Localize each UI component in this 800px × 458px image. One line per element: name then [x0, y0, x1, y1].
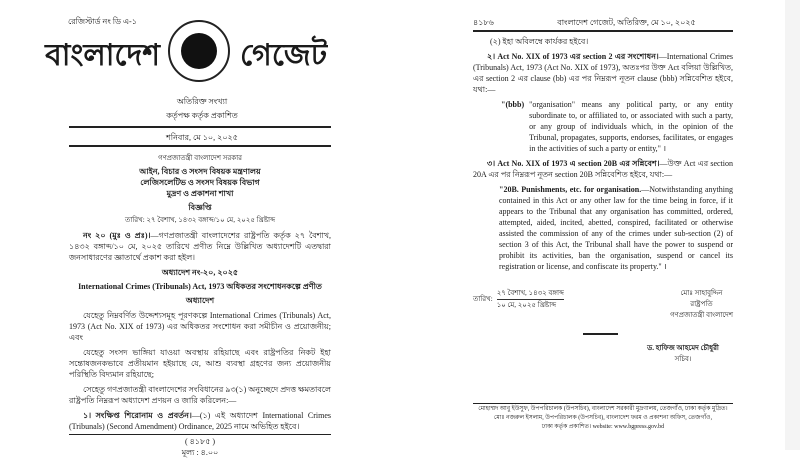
footer-website: ঢাকা কর্তৃক প্রকাশিত। website: www.bgpress.gov.bd	[541, 424, 665, 430]
published-by: কর্তৃপক্ষ কর্তৃক প্রকাশিত	[166, 111, 238, 120]
section-1-2: (২) ইহা অবিলম্বে কার্যকর হইবে।	[490, 37, 589, 46]
divider	[473, 30, 733, 32]
background-margin	[785, 0, 800, 450]
footer-publisher: মোঃ নজরুল ইসলাম, উপপরিচালক (উপসচিব), বাংলাদেশ ফরম ও প্রকাশনা অফিস, তেজগাঁও,	[493, 415, 713, 421]
government-seal	[168, 20, 230, 82]
president-name: মোঃ সাহাবুদ্দিন	[680, 289, 723, 297]
preamble-3: সেহেতু গণপ্রজাতন্ত্রী বাংলাদেশের সংবিধানের ৯৩(১) অনুচ্ছেদে প্রদত্ত ক্ষমতাবলে রাষ্ট্রপতি নিম্নরূপ অধ্যাদেশ প্রণয়ন ও জারি করিলেন:—	[69, 385, 331, 405]
section-2: ২। Act No. XIX of 1973 এর section 2 এর সংশোধন।—International Crimes (Tribunals) Act, 1973 (Act No. XIX of 1973), অতঃপর উক্ত Act বলিয়া উল্লিখিত, এর section 2 এর clause (bb) এর পর নিম্নরূপ নূতন clause (bbb) সন্নিবেশিত হইবে, যথা:—	[473, 52, 733, 94]
ordinance-word: অধ্যাদেশ	[185, 296, 215, 305]
gazette-page-right	[440, 0, 785, 450]
divider	[473, 403, 733, 404]
notice-date: তারিখ: ২৭ বৈশাখ, ১৪৩২ বঙ্গাব্দ/১০ মে, ২০২৫ খ্রিষ্টাব্দ	[124, 216, 275, 224]
ordinance-number: অধ্যাদেশ নং-২০, ২০২৫	[161, 268, 239, 277]
seal-emblem-icon	[181, 33, 217, 69]
extra-issue: অতিরিক্ত সংখ্যা	[176, 97, 228, 106]
division: লেজিসলেটিভ ও সংসদ বিষয়ক বিভাগ	[140, 178, 260, 187]
president-country: গণপ্রজাতন্ত্রী বাংলাদেশ	[669, 311, 733, 319]
government: গণপ্রজাতন্ত্রী বাংলাদেশ সরকার	[157, 154, 243, 162]
secretary-name: ড. হাফিজ আহমেদ চৌধুরী	[647, 344, 719, 352]
right-body	[473, 36, 733, 369]
date-label: তারিখ:	[473, 295, 493, 303]
divider	[69, 126, 331, 128]
date-gregorian: ১০ মে, ২০২৫ খ্রিষ্টাব্দ	[496, 301, 557, 309]
secretary-title: সচিব।	[674, 355, 692, 363]
section-20b: "20B. Punishments, etc. for organisation.—Notwithstanding anything contained in this Act or any other law for the time being in force, if it appears to the Tribunal that any organisation has committed, ordered, attempted, aided, incited, abetted, conspired, facilitated or otherwise assisted the commission of any of the crimes under sub-section (2) of section 3 of this Act, the Tribunal shall have the power to suspend or prohibit its activities, ban the organisation, suspend or cancel its registration or license, and confiscate its property." ।	[499, 185, 734, 271]
preamble-1: যেহেতু নিম্নবর্ণিত উদ্দেশ্যসমূহ পূরণকল্পে International Crimes (Tribunals) Act, 1973 (Act No. XIX of 1973) এর অধিকতর সংশোধন করা সমীচীন ও প্রয়োজনীয়; এবং	[69, 311, 331, 342]
divider	[583, 333, 618, 335]
president-title: রাষ্ট্রপতি	[690, 300, 713, 308]
notice-paragraph: নং ২০ (মুঃ ও প্রঃ)।—গণপ্রজাতন্ত্রী বাংলাদেশের রাষ্ট্রপতি কর্তৃক ২৭ বৈশাখ, ১৪৩২ বঙ্গাব্দ/১০ মে, ২০২৫ তারিখে প্রণীত নিম্নে উল্লিখিত অধ্যাদেশটি এতদ্বারা জনসাধারণের জ্ঞাতার্থে প্রকাশ করা হইল।	[69, 231, 331, 262]
gazette-page-left	[32, 0, 372, 457]
masthead-left: বাংলাদেশ	[45, 39, 160, 72]
ordinance-title: International Crimes (Tribunals) Act, 1973 অধিকতর সংশোধনকল্পে প্রণীত	[78, 282, 322, 291]
date-block	[473, 288, 564, 311]
clause-bbb	[501, 99, 733, 154]
left-body	[69, 153, 331, 458]
registration-number: রেজিস্টার্ড নং ডি এ-১	[68, 17, 137, 26]
clause-bbb-text: "organisation" means any political party, or any entity subordinate to, or affiliated to, or associated with such a party, or any group of individuals which, in the opinion of the Tribunal, propagates, supports, endorses, facilitates, or engages in the activities of such a party or entity," ।	[529, 100, 733, 153]
page-number: ৪১৮৬	[473, 18, 494, 27]
price: মূল্য : ৪.০০	[181, 448, 219, 457]
preamble-2: যেহেতু সংসদ ভাঙ্গিয়া যাওয়া অবস্থায় রহিয়াছে এবং রাষ্ট্রপতির নিকট ইহা সন্তোষজনকভাবে প্রতীয়মান হইয়াছে যে, আশু ব্যবস্থা গ্রহণের জন্য প্রয়োজনীয় পরিস্থিতি বিদ্যমান রহিয়াছে;	[69, 348, 331, 379]
footer-printer: মোহাম্মদ আবু ইউসুফ, উপপরিচালক (উপসচিব), বাংলাদেশ সরকারী মুদ্রণালয়, তেজগাঁও, ঢাকা কর্তৃক মুদ্রিত।	[478, 406, 728, 412]
clause-bbb-label: "(bbb)	[501, 100, 525, 109]
masthead-right: গেজেট	[240, 39, 328, 72]
section-3: ৩। Act No. XIX of 1973 এ section 20B এর সন্নিবেশ।—উক্ত Act এর section 20A এর পর নিম্নরূপ নূতন section 20B সন্নিবেশিত হইবে, যথা:—	[473, 159, 734, 179]
page-number: ( ৪১৮৫ )	[184, 437, 216, 446]
section-1: ১। সংক্ষিপ্ত শিরোনাম ও প্রবর্তন।—(১) এই অধ্যাদেশ International Crimes (Tribunals) (Second Amendment) Ordinance, 2025 নামে অভিহিত হইবে।	[69, 410, 331, 435]
divider	[69, 145, 331, 147]
date-bengali: ২৭ বৈশাখ, ১৪৩২ বঙ্গাব্দ	[497, 288, 564, 300]
secretary-signature	[633, 343, 733, 365]
notice-heading: বিজ্ঞপ্তি	[188, 203, 212, 212]
president-signature	[670, 288, 733, 321]
signature-row	[473, 288, 733, 321]
running-header: বাংলাদেশ গেজেট, অতিরিক্ত, মে ১০, ২০২৫	[557, 18, 696, 27]
issue-date: শনিবার, মে ১০, ২০২৫	[166, 133, 238, 142]
ministry: আইন, বিচার ও সংসদ বিষয়ক মন্ত্রণালয়	[139, 167, 261, 176]
branch: মুদ্রণ ও প্রকাশনা শাখা	[166, 189, 234, 198]
